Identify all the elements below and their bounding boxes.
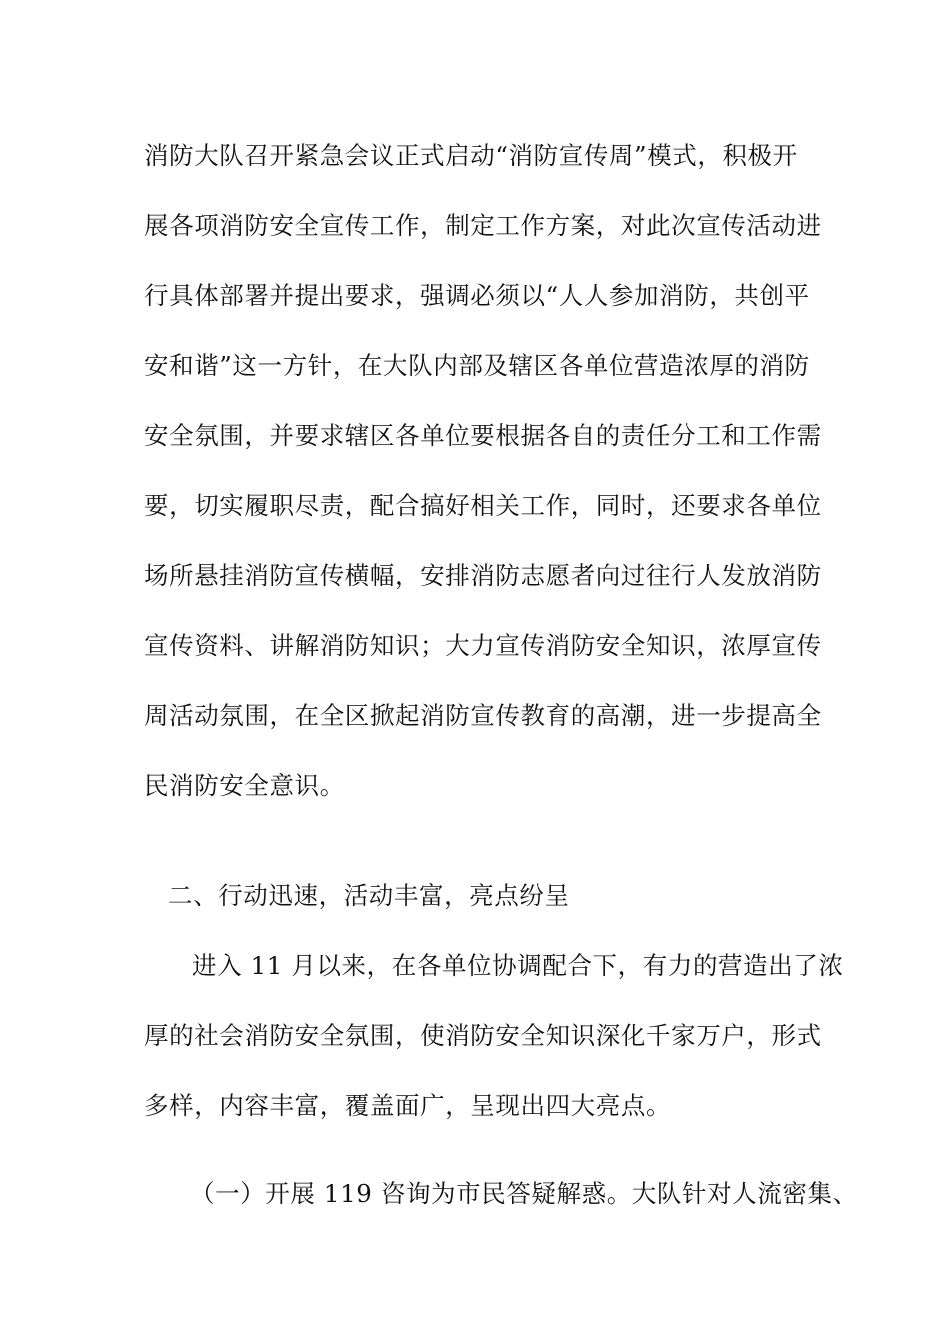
paragraph-line: 安全氛围，并要求辖区各单位要根据各自的责任分工和工作需 [144, 421, 822, 450]
paragraph-line: 消防大队召开紧急会议正式启动“消防宣传周”模式，积极开 [144, 141, 798, 170]
paragraph-line: 场所悬挂消防宣传横幅，安排消防志愿者向过往行人发放消防 [144, 561, 822, 590]
paragraph-line: 进入 11 月以来，在各单位协调配合下，有力的营造出了浓 [192, 951, 844, 980]
section-heading: 二、行动迅速，活动丰富，亮点纷呈 [168, 881, 570, 910]
paragraph-line: 行具体部署并提出要求，强调必须以“人人参加消防，共创平 [144, 281, 810, 310]
subsection-line: （一）开展 119 咨询为市民答疑解惑。大队针对人流密集、 [190, 1179, 858, 1208]
paragraph-line: 宣传资料、讲解消防知识；大力宣传消防安全知识，浓厚宣传 [144, 631, 822, 660]
paragraph-line: 周活动氛围，在全区掀起消防宣传教育的高潮，进一步提高全 [144, 701, 822, 730]
paragraph-line: 安和谐”这一方针，在大队内部及辖区各单位营造浓厚的消防 [144, 351, 810, 380]
paragraph-line: 展各项消防安全宣传工作，制定工作方案，对此次宣传活动进 [144, 211, 822, 240]
paragraph-line: 厚的社会消防安全氛围，使消防安全知识深化千家万户，形式 [144, 1021, 822, 1050]
paragraph-line: 要，切实履职尽责，配合搞好相关工作，同时，还要求各单位 [144, 491, 822, 520]
paragraph-line: 多样，内容丰富，覆盖面广，呈现出四大亮点。 [144, 1091, 672, 1120]
paragraph-line: 民消防安全意识。 [144, 771, 345, 800]
